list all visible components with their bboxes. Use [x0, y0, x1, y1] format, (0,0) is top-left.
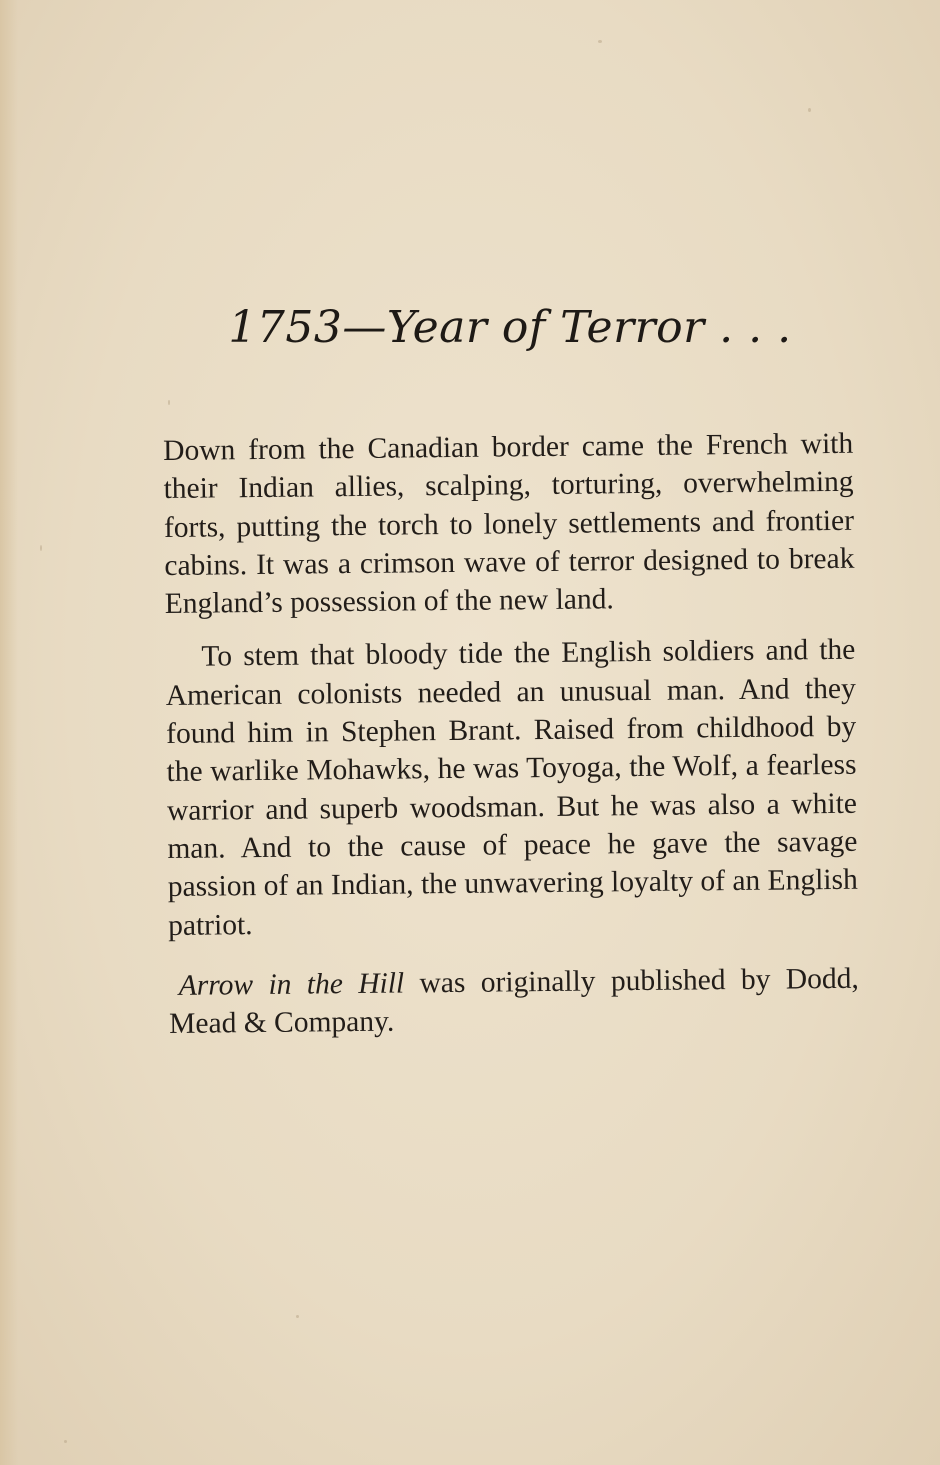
paper-fleck	[64, 1440, 67, 1443]
publication-note	[169, 960, 860, 1044]
paper-fleck	[598, 40, 602, 43]
blurb-text	[163, 425, 859, 1044]
publication-note-text: was originally published by Dodd, Mead & Company.	[169, 962, 859, 1041]
book-title: Arrow in the Hill	[178, 967, 405, 1002]
paragraph: Down from the Canadian border came the French with their Indian allies, scalping, torturing, overwhelming forts, putting the torch to lonely settlements and frontier cabins. It was a crimson wave of terror designed to break England’s possession of the new land.	[163, 427, 855, 621]
paper-fleck	[808, 108, 811, 112]
page-title: 1753—Year of Terror . . .	[228, 302, 792, 353]
paragraph: To stem that bloody tide the English soldiers and the American colonists needed an unusual man. And they found him in Stephen Brant. Raised from childhood by the warlike Mohawks, he was Toyoga, the Wolf, a fearless warrior and superb woodsman. But he was also a white man. And to the cause of peace he gave the savage passion of an Indian, the unwavering loyalty of an English patriot.	[165, 634, 858, 942]
paper-fleck	[40, 545, 42, 551]
page-binding-edge	[0, 0, 18, 1465]
paper-fleck	[168, 400, 170, 405]
paper-fleck	[296, 1315, 299, 1318]
